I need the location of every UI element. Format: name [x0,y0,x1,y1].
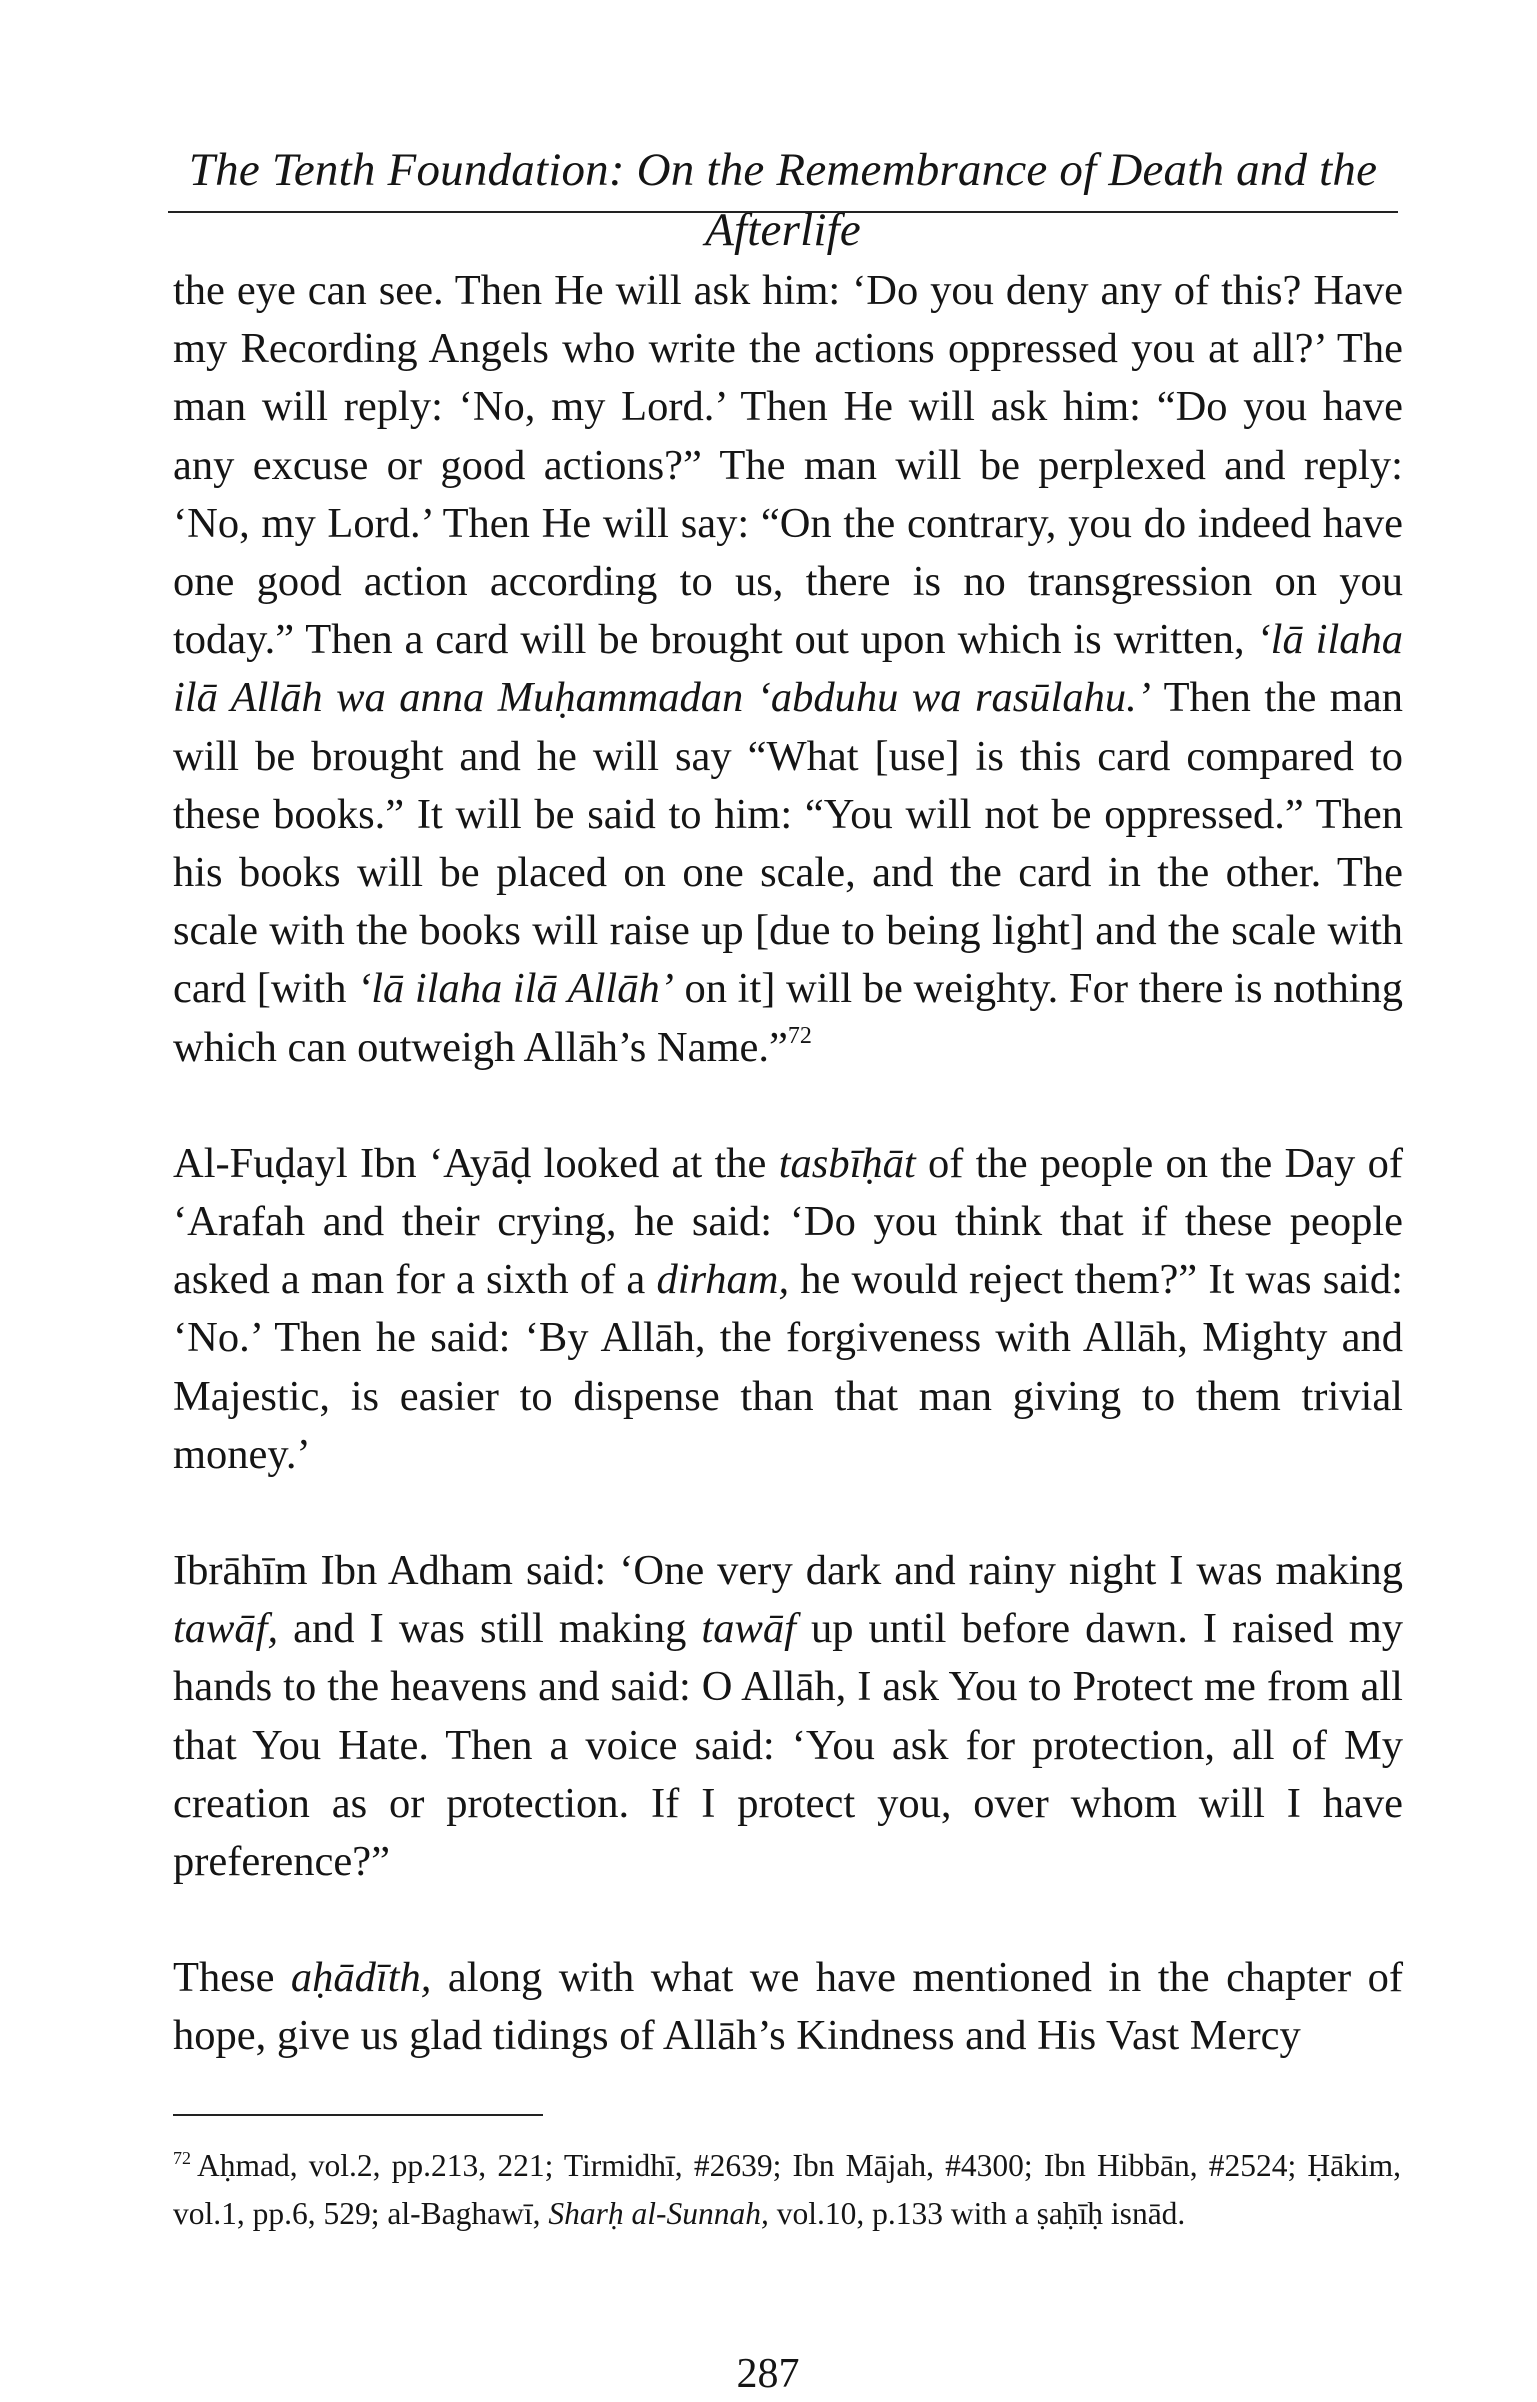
italic-run: aḥādīth, [290,1954,432,2002]
text-run: Then the man will be brought and he will say “What [use] is this card compared to these books.” It will be said to him: “You will not be oppressed.” Then his books will be placed on one scale, and the card in the other. The scale with the books will raise up [due to being light] and the scale with card [with [173,674,1403,1013]
footnote-rule [173,2114,543,2116]
paragraph-fudayl [173,1135,1403,1484]
text-run: the eye can see. Then He will ask him: ‘Do you deny any of this? Have my Recording Angels who write the actions oppressed you at all?’ The man will reply: ‘No, my Lord.’ Then He will ask him: “Do you have any excuse or good actions?” The man will be perplexed and reply: ‘No, my Lord.’ Then He will say: “On the contrary, you do indeed have one good action according to us, there is no transgression on you today.” Then a card will be brought out upon which is written, [173,267,1403,664]
footnote-number: 72 [173,2148,191,2168]
text-run: These [173,1954,291,2002]
text-run: Al-Fuḍayl Ibn ‘Ayāḍ looked at the [173,1139,779,1187]
footnote [173,2142,1401,2238]
text-run: vol.10, p.133 with a ṣaḥīḥ isnād. [768,2196,1186,2231]
main-text [173,262,1403,2066]
text-run: of the people on the Day of ‘Arafah and their crying, he said: ‘Do you think that if these people asked a man for a sixth of a [173,1139,1403,1304]
text-run: along with what we have mentioned in the chapter of hope, give us glad tidings of Allāh’s Kindness and His Vast Mercy [173,1954,1403,2060]
text-run: and I was still making [278,1605,702,1653]
running-head: The Tenth Foundation: On the Remembrance of Death and the Afterlife [188,144,1378,256]
paragraph-ibrahim [173,1542,1403,1891]
header-rule [168,211,1398,213]
footnote-reference[interactable]: 72 [787,1022,812,1049]
italic-run: tawāf [701,1605,796,1653]
text-run: on it] will be weighty. For there is nothing which can outweigh Allāh’s Name.” [173,965,1403,1071]
italic-run: Sharḥ al-Sunnah, [548,2196,769,2231]
italic-run: ‘lā ilaha ilā Allāh wa anna Muḥammadan ‘abduhu wa rasūlahu.’ [173,616,1403,722]
text-run: Aḥmad, vol.2, pp.213, 221; Tirmidhī, #2639; Ibn Mājah, #4300; Ibn Hibbān, #2524; Ḥākim, vol.1, pp.6, 529; al-Baghawī, [173,2148,1401,2231]
italic-run: tawāf, [173,1605,279,1653]
paragraph-hadith-card [173,262,1403,1077]
text-run: he would reject them?” It was said: ‘No.’ Then he said: ‘By Allāh, the forgiveness with Allāh, Mighty and Majestic, is easier to dispense than that man giving to them trivial money.’ [173,1256,1403,1478]
text-run: up until before dawn. I raised my hands to the heavens and said: O Allāh, I ask You to Protect me from all that You Hate. Then a voice said: ‘You ask for protection, all of My creation as or protection. If I protect you, over whom will I have preference?” [173,1605,1403,1886]
italic-run: ‘lā ilaha ilā Allāh’ [357,965,674,1013]
page-number: 287 [736,2351,800,2397]
text-run: Ibrāhīm Ibn Adham said: ‘One very dark and rainy night I was making [173,1547,1403,1595]
italic-run: tasbīḥāt [778,1139,916,1187]
italic-run: dirham, [656,1256,790,1304]
paragraph-ahadith [173,1949,1403,2065]
